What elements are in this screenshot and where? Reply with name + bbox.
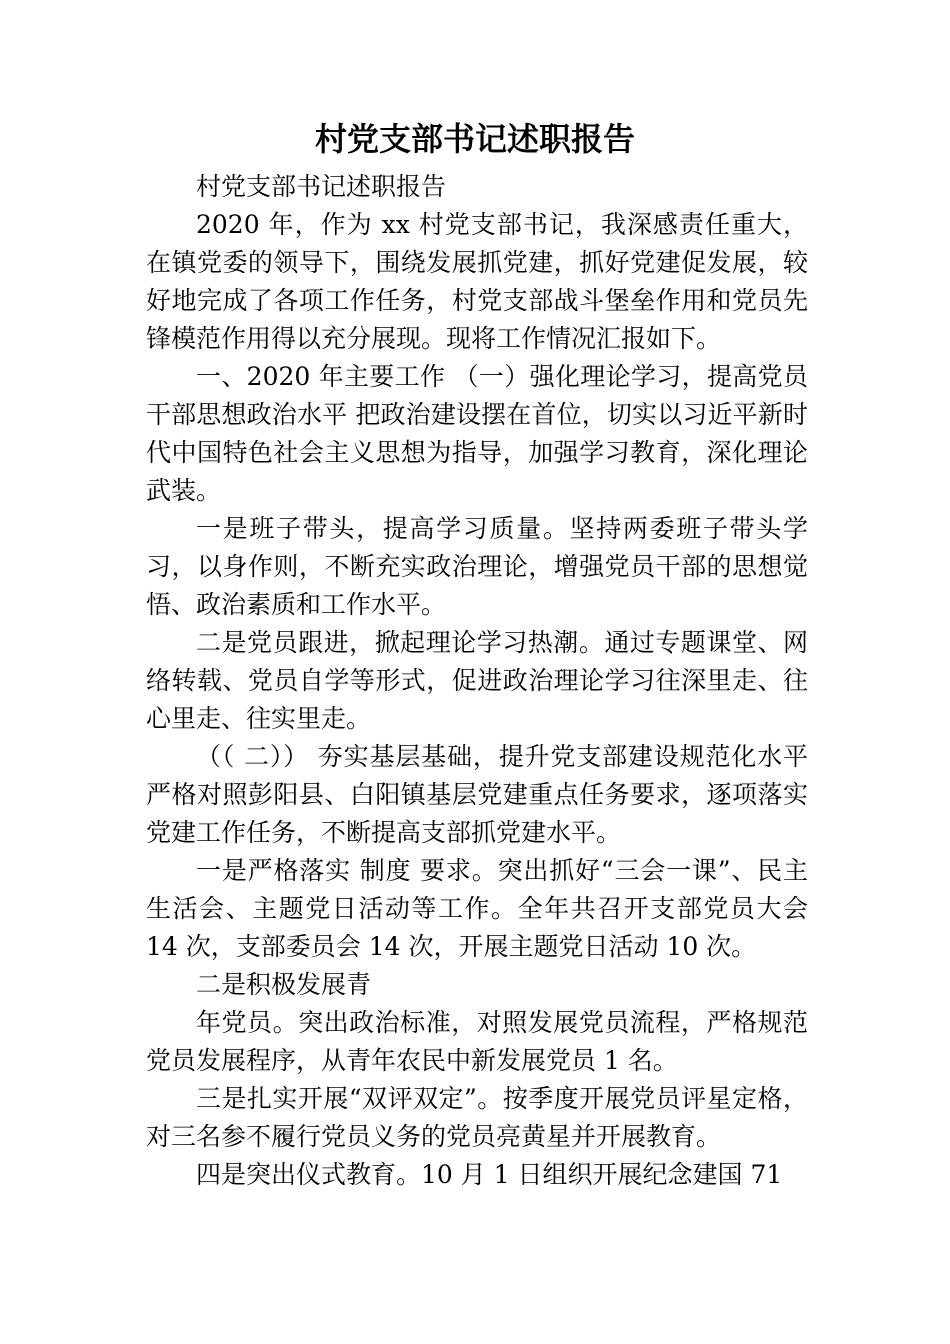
paragraph: （（ 二）） 夯实基层基础，提升党支部建设规范化水平 严格对照彭阳县、白阳镇基层党建重点任务要求，逐项落实党建工作任务，不断提高支部抓党建水平。 bbox=[146, 742, 808, 847]
paragraph: 一、2020 年主要工作 （一）强化理论学习，提高党员干部思想政治水平 把政治建设摆在首位，切实以习近平新时代中国特色社会主义思想为指导，加强学习教育，深化理论武装。 bbox=[146, 362, 808, 505]
paragraph: 2020 年，作为 xx 村党支部书记，我深感责任重大，在镇党委的领导下，围绕发展抓党建，抓好党建促发展，较好地完成了各项工作任务，村党支部战斗堡垒作用和党员先锋模范作用得以充分展现。现将工作情况汇报如下。 bbox=[146, 210, 808, 353]
paragraph: 一是严格落实 制度 要求。突出抓好“三会一课”、民主生活会、主题党日活动等工作。全年共召开支部党员大会 14 次，支部委员会 14 次，开展主题党日活动 10 次。 bbox=[146, 856, 808, 961]
document-title: 村党支部书记述职报告 bbox=[314, 120, 635, 158]
paragraph: 年党员。突出政治标准，对照发展党员流程，严格规范党员发展程序，从青年农民中新发展党员 1 名。 bbox=[146, 1008, 808, 1075]
document-body bbox=[146, 168, 808, 1194]
paragraph: 村党支部书记述职报告 bbox=[196, 172, 447, 201]
paragraph: 一是班子带头，提高学习质量。坚持两委班子带头学习，以身作则，不断充实政治理论，增强党员干部的思想觉悟、政治素质和工作水平。 bbox=[146, 514, 808, 619]
paragraph: 二是积极发展青 bbox=[196, 970, 372, 999]
paragraph: 四是突出仪式教育。10 月 1 日组织开展纪念建国 71 bbox=[196, 1160, 783, 1189]
paragraph: 三是扎实开展“双评双定”。按季度开展党员评星定格，对三名参不履行党员义务的党员亮黄星并开展教育。 bbox=[146, 1084, 808, 1151]
paragraph: 二是党员跟进，掀起理论学习热潮。通过专题课堂、网络转载、党员自学等形式，促进政治理论学习往深里走、往心里走、往实里走。 bbox=[146, 628, 808, 733]
